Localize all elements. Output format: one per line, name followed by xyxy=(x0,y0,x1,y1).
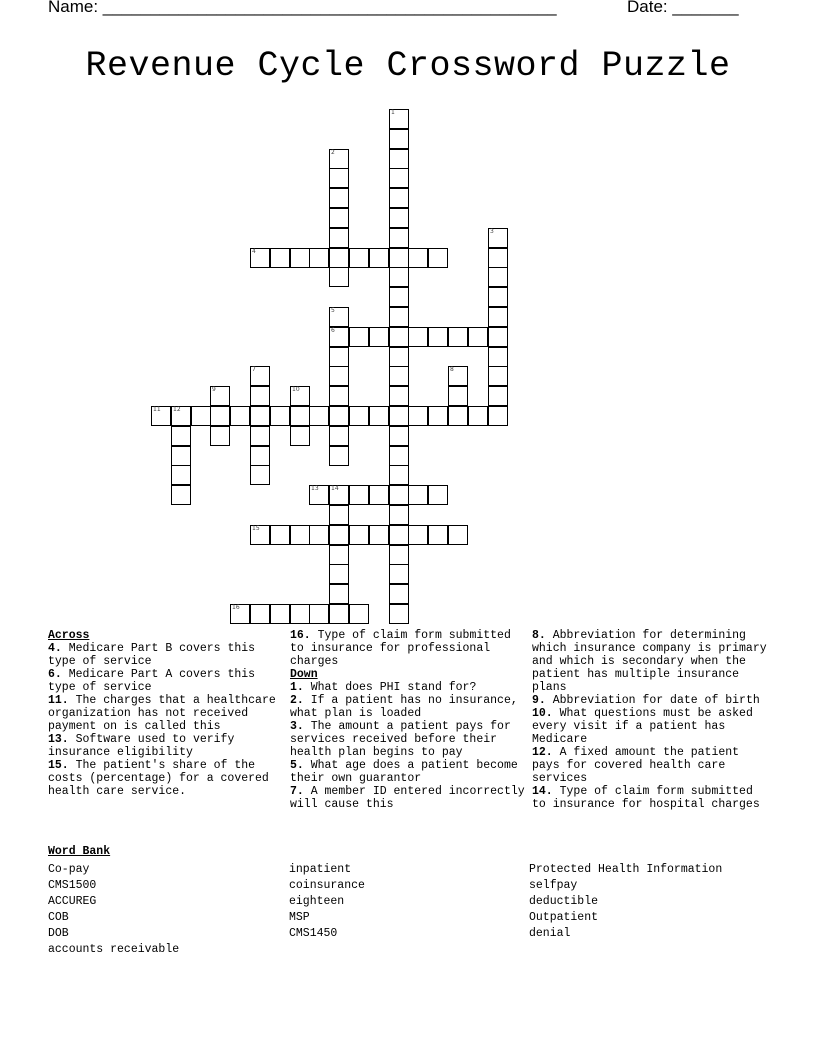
word-bank-item: MSP xyxy=(289,911,310,924)
crossword-cell[interactable] xyxy=(349,525,369,545)
crossword-cell[interactable] xyxy=(488,307,508,327)
clue-number: 7. xyxy=(290,785,304,798)
crossword-cell[interactable] xyxy=(389,248,409,268)
crossword-cell[interactable] xyxy=(329,208,349,228)
crossword-cell[interactable] xyxy=(290,426,310,446)
crossword-cell[interactable] xyxy=(329,267,349,287)
crossword-cell[interactable] xyxy=(250,465,270,485)
crossword-cell[interactable] xyxy=(270,604,290,624)
clues-column-3 xyxy=(532,629,770,811)
clue-down-9 xyxy=(532,694,770,707)
clue-across-4 xyxy=(48,642,286,668)
crossword-cell[interactable] xyxy=(270,406,290,426)
crossword-cell[interactable] xyxy=(389,267,409,287)
crossword-cell[interactable] xyxy=(408,485,428,505)
clue-across-11 xyxy=(48,694,286,733)
word-bank-item: inpatient xyxy=(289,863,352,876)
clue-number: 6. xyxy=(48,668,62,681)
crossword-cell[interactable] xyxy=(329,188,349,208)
clue-text: Medicare Part A covers this type of service xyxy=(48,668,256,694)
crossword-cell[interactable] xyxy=(250,406,270,426)
crossword-cell[interactable] xyxy=(389,525,409,545)
crossword-cell[interactable] xyxy=(329,228,349,248)
word-bank-column-1 xyxy=(48,862,179,958)
crossword-cell[interactable] xyxy=(171,485,191,505)
crossword-cell[interactable] xyxy=(488,406,508,426)
clue-number: 13. xyxy=(48,733,69,746)
clue-text: What questions must be asked every visit if a patient has Medicare xyxy=(532,707,753,746)
crossword-cell[interactable] xyxy=(369,406,389,426)
crossword-cell[interactable] xyxy=(389,406,409,426)
down-heading: Down xyxy=(290,668,318,681)
clue-text: Abbreviation for determining which insurance company is primary and which is secondary when the patient has multiple insurance plans xyxy=(532,629,767,694)
clue-number: 16. xyxy=(290,629,311,642)
crossword-cell[interactable] xyxy=(389,366,409,386)
crossword-cell[interactable] xyxy=(250,248,270,268)
clue-number: 1. xyxy=(290,681,304,694)
crossword-cell[interactable] xyxy=(389,426,409,446)
crossword-cell[interactable] xyxy=(349,327,369,347)
crossword-cell[interactable] xyxy=(290,386,310,406)
crossword-cell[interactable] xyxy=(428,525,448,545)
clue-down-1 xyxy=(290,681,528,694)
crossword-cell[interactable] xyxy=(290,406,310,426)
crossword-cell[interactable] xyxy=(389,545,409,565)
cell-number: 1 xyxy=(391,109,395,116)
crossword-cell[interactable] xyxy=(329,545,349,565)
name-field[interactable]: Name: ________________________________________________ xyxy=(48,0,557,16)
crossword-cell[interactable] xyxy=(448,386,468,406)
cell-number: 6 xyxy=(331,327,335,334)
crossword-cell[interactable] xyxy=(488,327,508,347)
crossword-cell[interactable] xyxy=(171,465,191,485)
crossword-cell[interactable] xyxy=(428,248,448,268)
clue-down-14 xyxy=(532,785,770,811)
word-bank-item: deductible xyxy=(529,895,599,908)
crossword-cell[interactable] xyxy=(210,426,230,446)
crossword-cell[interactable] xyxy=(389,287,409,307)
crossword-cell[interactable] xyxy=(171,406,191,426)
clue-text: A fixed amount the patient pays for covered health care services xyxy=(532,746,740,785)
crossword-cell[interactable] xyxy=(408,525,428,545)
crossword-cell[interactable] xyxy=(408,327,428,347)
clue-text: Medicare Part B covers this type of service xyxy=(48,642,256,668)
date-field[interactable]: Date: _______ xyxy=(627,0,739,16)
crossword-cell[interactable] xyxy=(290,604,310,624)
crossword-cell[interactable] xyxy=(389,109,409,129)
crossword-cell[interactable] xyxy=(488,248,508,268)
word-bank-item: selfpay xyxy=(529,879,578,892)
crossword-cell[interactable] xyxy=(329,386,349,406)
across-heading: Across xyxy=(48,629,90,642)
crossword-cell[interactable] xyxy=(250,366,270,386)
clue-text: What age does a patient become their own guarantor xyxy=(290,759,518,785)
clue-number: 2. xyxy=(290,694,304,707)
word-bank-item: CMS1500 xyxy=(48,879,97,892)
clues-column-2 xyxy=(290,629,528,811)
clue-number: 5. xyxy=(290,759,304,772)
crossword-cell[interactable] xyxy=(389,505,409,525)
crossword-cell[interactable] xyxy=(349,604,369,624)
crossword-cell[interactable] xyxy=(369,327,389,347)
clue-text: The charges that a healthcare organization has not received payment on is called this xyxy=(48,694,276,733)
crossword-cell[interactable] xyxy=(389,564,409,584)
crossword-cell[interactable] xyxy=(329,366,349,386)
cell-number: 2 xyxy=(331,149,335,156)
word-bank-item: DOB xyxy=(48,927,69,940)
word-bank-heading: Word Bank xyxy=(48,845,111,858)
crossword-cell[interactable] xyxy=(290,248,310,268)
crossword-cell[interactable] xyxy=(171,446,191,466)
crossword-cell[interactable] xyxy=(329,406,349,426)
word-bank-column-2 xyxy=(289,862,365,942)
crossword-cell[interactable] xyxy=(349,406,369,426)
clue-down-3 xyxy=(290,720,528,759)
crossword-cell[interactable] xyxy=(488,228,508,248)
crossword-cell[interactable] xyxy=(329,485,349,505)
cell-number: 9 xyxy=(212,386,216,393)
clue-text: The patient's share of the costs (percentage) for a covered health care service. xyxy=(48,759,269,798)
crossword-cell[interactable] xyxy=(389,188,409,208)
clues-column-1 xyxy=(48,629,286,798)
clue-text: Software used to verify insurance eligibility xyxy=(48,733,235,759)
clue-number: 14. xyxy=(532,785,553,798)
crossword-cell[interactable] xyxy=(369,248,389,268)
crossword-cell[interactable] xyxy=(250,386,270,406)
crossword-cell[interactable] xyxy=(389,386,409,406)
crossword-cell[interactable] xyxy=(389,149,409,169)
clue-down-5 xyxy=(290,759,528,785)
cell-number: 15 xyxy=(252,525,260,532)
crossword-cell[interactable] xyxy=(270,248,290,268)
crossword-cell[interactable] xyxy=(309,525,329,545)
crossword-cell[interactable] xyxy=(210,406,230,426)
crossword-cell[interactable] xyxy=(250,446,270,466)
crossword-cell[interactable] xyxy=(488,347,508,367)
word-bank-item: Protected Health Information xyxy=(529,863,723,876)
cell-number: 5 xyxy=(331,307,335,314)
cell-number: 7 xyxy=(252,366,256,373)
crossword-cell[interactable] xyxy=(329,168,349,188)
clue-text: Type of claim form submitted to insurance for hospital charges xyxy=(532,785,760,811)
clue-text: Type of claim form submitted to insurance for professional charges xyxy=(290,629,511,668)
crossword-cell[interactable] xyxy=(428,406,448,426)
crossword-cell[interactable] xyxy=(329,307,349,327)
crossword-cell[interactable] xyxy=(389,129,409,149)
crossword-cell[interactable] xyxy=(191,406,211,426)
crossword-cell[interactable] xyxy=(408,248,428,268)
crossword-cell[interactable] xyxy=(389,208,409,228)
crossword-cell[interactable] xyxy=(309,406,329,426)
crossword-cell[interactable] xyxy=(250,525,270,545)
crossword-cell[interactable] xyxy=(290,525,310,545)
crossword-cell[interactable] xyxy=(448,327,468,347)
word-bank-column-3 xyxy=(529,862,722,942)
crossword-cell[interactable] xyxy=(210,386,230,406)
crossword-cell[interactable] xyxy=(428,327,448,347)
crossword-cell[interactable] xyxy=(349,248,369,268)
crossword-cell[interactable] xyxy=(389,584,409,604)
word-bank-item: eighteen xyxy=(289,895,345,908)
crossword-cell[interactable] xyxy=(329,604,349,624)
clue-across-15 xyxy=(48,759,286,798)
clue-number: 4. xyxy=(48,642,62,655)
cell-number: 13 xyxy=(311,485,319,492)
cell-number: 8 xyxy=(450,366,454,373)
crossword-cell[interactable] xyxy=(171,426,191,446)
word-bank-item: CMS1450 xyxy=(289,927,338,940)
crossword-cell[interactable] xyxy=(389,228,409,248)
cell-number: 12 xyxy=(173,406,181,413)
word-bank-item: ACCUREG xyxy=(48,895,97,908)
clue-across-16 xyxy=(290,629,528,668)
crossword-cell[interactable] xyxy=(230,406,250,426)
crossword-cell[interactable] xyxy=(389,168,409,188)
word-bank-item: coinsurance xyxy=(289,879,365,892)
clue-down-10 xyxy=(532,707,770,746)
crossword-cell[interactable] xyxy=(408,406,428,426)
clue-down-2 xyxy=(290,694,528,720)
crossword-cell[interactable] xyxy=(448,406,468,426)
crossword-cell[interactable] xyxy=(389,307,409,327)
clue-number: 9. xyxy=(532,694,546,707)
crossword-cell[interactable] xyxy=(329,149,349,169)
clue-number: 15. xyxy=(48,759,69,772)
crossword-cell[interactable] xyxy=(389,347,409,367)
word-bank-item: accounts receivable xyxy=(48,943,180,956)
crossword-cell[interactable] xyxy=(309,248,329,268)
clue-across-6 xyxy=(48,668,286,694)
cell-number: 10 xyxy=(292,386,300,393)
crossword-cell[interactable] xyxy=(329,327,349,347)
crossword-cell[interactable] xyxy=(329,505,349,525)
crossword-cell[interactable] xyxy=(468,327,488,347)
crossword-cell[interactable] xyxy=(488,267,508,287)
crossword-cell[interactable] xyxy=(329,446,349,466)
crossword-cell[interactable] xyxy=(488,287,508,307)
crossword-cell[interactable] xyxy=(488,366,508,386)
clue-down-8 xyxy=(532,629,770,694)
cell-number: 3 xyxy=(490,228,494,235)
crossword-cell[interactable] xyxy=(309,604,329,624)
crossword-cell[interactable] xyxy=(389,485,409,505)
crossword-cell[interactable] xyxy=(309,485,329,505)
word-bank-item: denial xyxy=(529,927,571,940)
clue-down-12 xyxy=(532,746,770,785)
crossword-cell[interactable] xyxy=(369,485,389,505)
clue-number: 10. xyxy=(532,707,553,720)
crossword-cell[interactable] xyxy=(389,327,409,347)
cell-number: 4 xyxy=(252,248,256,255)
crossword-cell[interactable] xyxy=(389,604,409,624)
crossword-cell[interactable] xyxy=(329,426,349,446)
clue-text: Abbreviation for date of birth xyxy=(552,694,760,707)
word-bank-item: COB xyxy=(48,911,69,924)
crossword-cell[interactable] xyxy=(250,426,270,446)
crossword-cell[interactable] xyxy=(448,525,468,545)
clue-number: 3. xyxy=(290,720,304,733)
crossword-cell[interactable] xyxy=(329,347,349,367)
crossword-cell[interactable] xyxy=(369,525,389,545)
crossword-cell[interactable] xyxy=(250,604,270,624)
clue-down-7 xyxy=(290,785,528,811)
word-bank-item: Co-pay xyxy=(48,863,90,876)
crossword-cell[interactable] xyxy=(428,485,448,505)
clue-text: What does PHI stand for? xyxy=(310,681,477,694)
clue-number: 8. xyxy=(532,629,546,642)
clue-number: 11. xyxy=(48,694,69,707)
crossword-cell[interactable] xyxy=(230,604,250,624)
crossword-cell[interactable] xyxy=(488,386,508,406)
crossword-cell[interactable] xyxy=(389,465,409,485)
crossword-cell[interactable] xyxy=(389,446,409,466)
cell-number: 11 xyxy=(153,406,161,413)
clue-text: The amount a patient pays for services received before their health plan begins to pay xyxy=(290,720,511,759)
clue-across-13 xyxy=(48,733,286,759)
crossword-cell[interactable] xyxy=(349,485,369,505)
clue-text: A member ID entered incorrectly will cause this xyxy=(290,785,525,811)
cell-number: 14 xyxy=(331,485,339,492)
crossword-cell[interactable] xyxy=(468,406,488,426)
cell-number: 16 xyxy=(232,604,240,611)
word-bank-item: Outpatient xyxy=(529,911,599,924)
clue-number: 12. xyxy=(532,746,553,759)
clue-text: If a patient has no insurance, what plan is loaded xyxy=(290,694,518,720)
crossword-cell[interactable] xyxy=(329,564,349,584)
crossword-cell[interactable] xyxy=(329,248,349,268)
crossword-cell[interactable] xyxy=(151,406,171,426)
crossword-cell[interactable] xyxy=(329,584,349,604)
crossword-cell[interactable] xyxy=(448,366,468,386)
crossword-cell[interactable] xyxy=(270,525,290,545)
crossword-cell[interactable] xyxy=(329,525,349,545)
page-title: Revenue Cycle Crossword Puzzle xyxy=(85,46,731,86)
